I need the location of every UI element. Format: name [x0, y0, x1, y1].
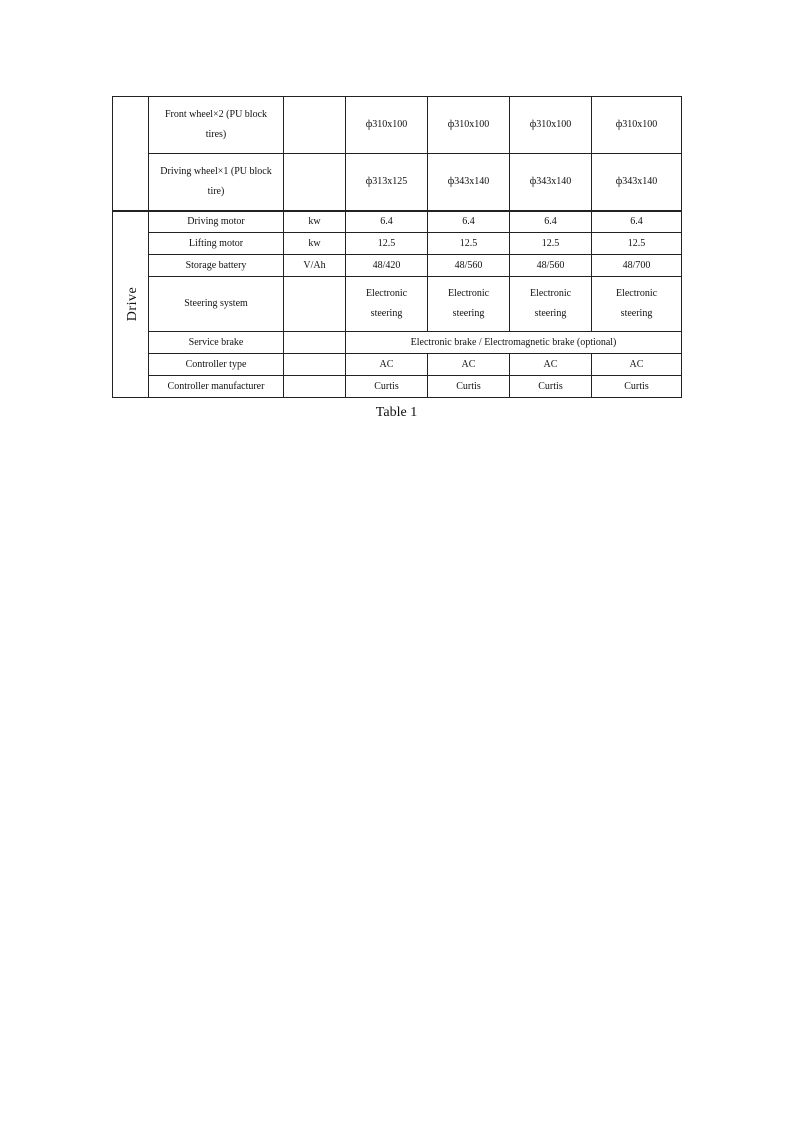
row-item: Controller manufacturer	[149, 376, 284, 398]
row-value: 12.5	[346, 233, 428, 255]
row-value: ф310x100	[510, 97, 592, 154]
row-value	[592, 277, 682, 332]
row-value: ф343x140	[428, 154, 510, 211]
value-line: Electronic	[447, 288, 490, 299]
drive-group-label: Drive	[125, 286, 141, 321]
row-item: Driving motor	[149, 211, 284, 233]
row-value	[428, 277, 510, 332]
row-value: AC	[592, 354, 682, 376]
value-line: steering	[370, 308, 403, 319]
row-value: ф310x100	[428, 97, 510, 154]
table-row-driving-motor	[113, 211, 682, 233]
row-unit	[284, 376, 346, 398]
wheel-group-cell	[113, 97, 149, 211]
row-value: 6.4	[510, 211, 592, 233]
row-unit	[284, 97, 346, 154]
row-item: Lifting motor	[149, 233, 284, 255]
row-value: 12.5	[592, 233, 682, 255]
spec-table	[112, 96, 682, 398]
row-value: 12.5	[428, 233, 510, 255]
table-row-lifting-motor	[113, 233, 682, 255]
row-unit	[284, 354, 346, 376]
table-row-steering-system	[113, 277, 682, 332]
row-value: 48/420	[346, 255, 428, 277]
value-line: Electronic	[615, 288, 658, 299]
row-unit: kw	[284, 233, 346, 255]
row-value: 12.5	[510, 233, 592, 255]
row-value: 48/560	[510, 255, 592, 277]
table-row-storage-battery	[113, 255, 682, 277]
value-line: steering	[534, 308, 567, 319]
row-item: Service brake	[149, 332, 284, 354]
row-unit	[284, 154, 346, 211]
table-row-controller-manufacturer	[113, 376, 682, 398]
item-line: Front wheel×2 (PU block	[164, 109, 268, 120]
row-unit	[284, 332, 346, 354]
table-row-service-brake	[113, 332, 682, 354]
table-row-front-wheel	[113, 97, 682, 154]
item-line: Driving wheel×1 (PU block	[160, 165, 272, 177]
row-value: 48/700	[592, 255, 682, 277]
value-line: steering	[452, 308, 485, 319]
row-value: ф310x100	[346, 97, 428, 154]
row-item-driving-wheel	[149, 154, 284, 211]
row-value: Curtis	[592, 376, 682, 398]
row-value: 6.4	[428, 211, 510, 233]
row-unit: V/Ah	[284, 255, 346, 277]
row-value-merged: Electronic brake / Electromagnetic brake (optional)	[346, 332, 682, 354]
item-line: tire)	[207, 185, 225, 197]
row-value: Curtis	[428, 376, 510, 398]
table-caption: Table 1	[375, 405, 418, 420]
value-line: steering	[620, 308, 653, 319]
row-item: Steering system	[149, 277, 284, 332]
row-value: AC	[346, 354, 428, 376]
row-value: ф343x140	[592, 154, 682, 211]
row-item: Controller type	[149, 354, 284, 376]
item-line: tires)	[205, 129, 227, 140]
row-value: 6.4	[346, 211, 428, 233]
row-value: Curtis	[346, 376, 428, 398]
row-value: Curtis	[510, 376, 592, 398]
table-row-controller-type	[113, 354, 682, 376]
row-value: 48/560	[428, 255, 510, 277]
value-line: Electronic	[529, 288, 572, 299]
row-value: AC	[428, 354, 510, 376]
drive-group-cell	[113, 211, 149, 398]
row-value: ф310x100	[592, 97, 682, 154]
row-value: ф343x140	[510, 154, 592, 211]
row-value: 6.4	[592, 211, 682, 233]
row-unit: kw	[284, 211, 346, 233]
row-value: ф313x125	[346, 154, 428, 211]
row-value	[510, 277, 592, 332]
row-value	[346, 277, 428, 332]
value-line: Electronic	[365, 288, 408, 299]
row-unit	[284, 277, 346, 332]
table-row-driving-wheel	[113, 154, 682, 211]
row-item: Storage battery	[149, 255, 284, 277]
row-item-front-wheel	[149, 97, 284, 154]
row-value: AC	[510, 354, 592, 376]
